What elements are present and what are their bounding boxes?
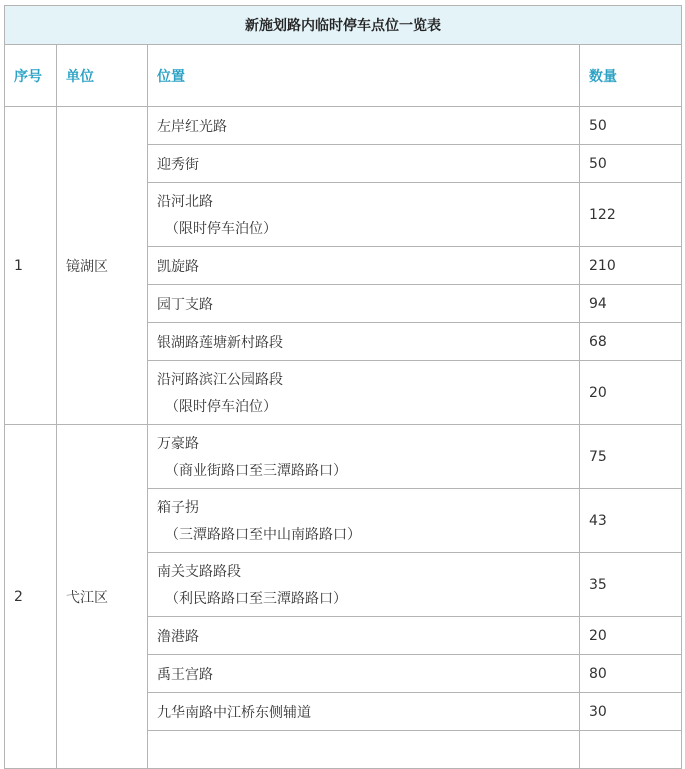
location-cell <box>148 655 580 693</box>
location-cell <box>148 107 580 145</box>
location-cell <box>148 247 580 285</box>
location-cell <box>148 183 580 247</box>
location-cell <box>148 731 580 769</box>
location-note: （利民路路口至三潭路路口） <box>165 591 347 607</box>
count-cell: 68 <box>580 323 682 361</box>
location-name: 园丁支路 <box>157 296 213 313</box>
header-count: 数量 <box>580 45 682 107</box>
count-cell: 35 <box>580 553 682 617</box>
count-cell: 50 <box>580 145 682 183</box>
group-index: 1 <box>5 107 57 425</box>
table-body <box>5 107 682 769</box>
location-cell <box>148 285 580 323</box>
location-name: 迎秀街 <box>157 156 199 173</box>
location-name: 澛港路 <box>157 628 199 645</box>
group-unit: 弋江区 <box>57 425 148 769</box>
parking-table <box>4 5 682 769</box>
count-cell: 122 <box>580 183 682 247</box>
count-cell: 20 <box>580 617 682 655</box>
location-cell <box>148 553 580 617</box>
table-row <box>5 107 682 145</box>
count-cell: 20 <box>580 361 682 425</box>
location-name: 禹王宫路 <box>157 666 213 683</box>
count-cell: 80 <box>580 655 682 693</box>
location-cell <box>148 145 580 183</box>
count-cell <box>580 731 682 769</box>
table-row <box>5 425 682 489</box>
location-name: 南关支路路段 <box>157 564 241 580</box>
location-cell <box>148 693 580 731</box>
location-name: 沿河路滨江公园路段 <box>157 372 283 388</box>
location-note: （限时停车泊位） <box>165 221 277 237</box>
header-unit: 单位 <box>57 45 148 107</box>
group-unit: 镜湖区 <box>57 107 148 425</box>
count-cell: 75 <box>580 425 682 489</box>
location-cell <box>148 361 580 425</box>
location-cell <box>148 617 580 655</box>
location-name: 沿河北路 <box>157 194 213 210</box>
location-name: 万豪路 <box>157 436 199 452</box>
header-index: 序号 <box>5 45 57 107</box>
count-cell: 43 <box>580 489 682 553</box>
location-name: 箱子拐 <box>157 500 199 516</box>
location-name: 左岸红光路 <box>157 118 227 135</box>
location-cell <box>148 489 580 553</box>
location-note: （限时停车泊位） <box>165 399 277 415</box>
group-index: 2 <box>5 425 57 769</box>
location-name: 银湖路莲塘新村路段 <box>157 334 283 351</box>
header-row <box>5 45 682 107</box>
location-note: （三潭路路口至中山南路路口） <box>165 527 361 543</box>
location-cell <box>148 425 580 489</box>
count-cell: 210 <box>580 247 682 285</box>
location-name: 九华南路中江桥东侧辅道 <box>157 704 311 721</box>
table-title: 新施划路内临时停车点位一览表 <box>5 6 682 45</box>
count-cell: 30 <box>580 693 682 731</box>
count-cell: 94 <box>580 285 682 323</box>
header-location: 位置 <box>148 45 580 107</box>
count-cell: 50 <box>580 107 682 145</box>
title-row <box>5 6 682 45</box>
location-note: （商业街路口至三潭路路口） <box>165 463 347 479</box>
location-cell <box>148 323 580 361</box>
location-name: 凯旋路 <box>157 258 199 275</box>
